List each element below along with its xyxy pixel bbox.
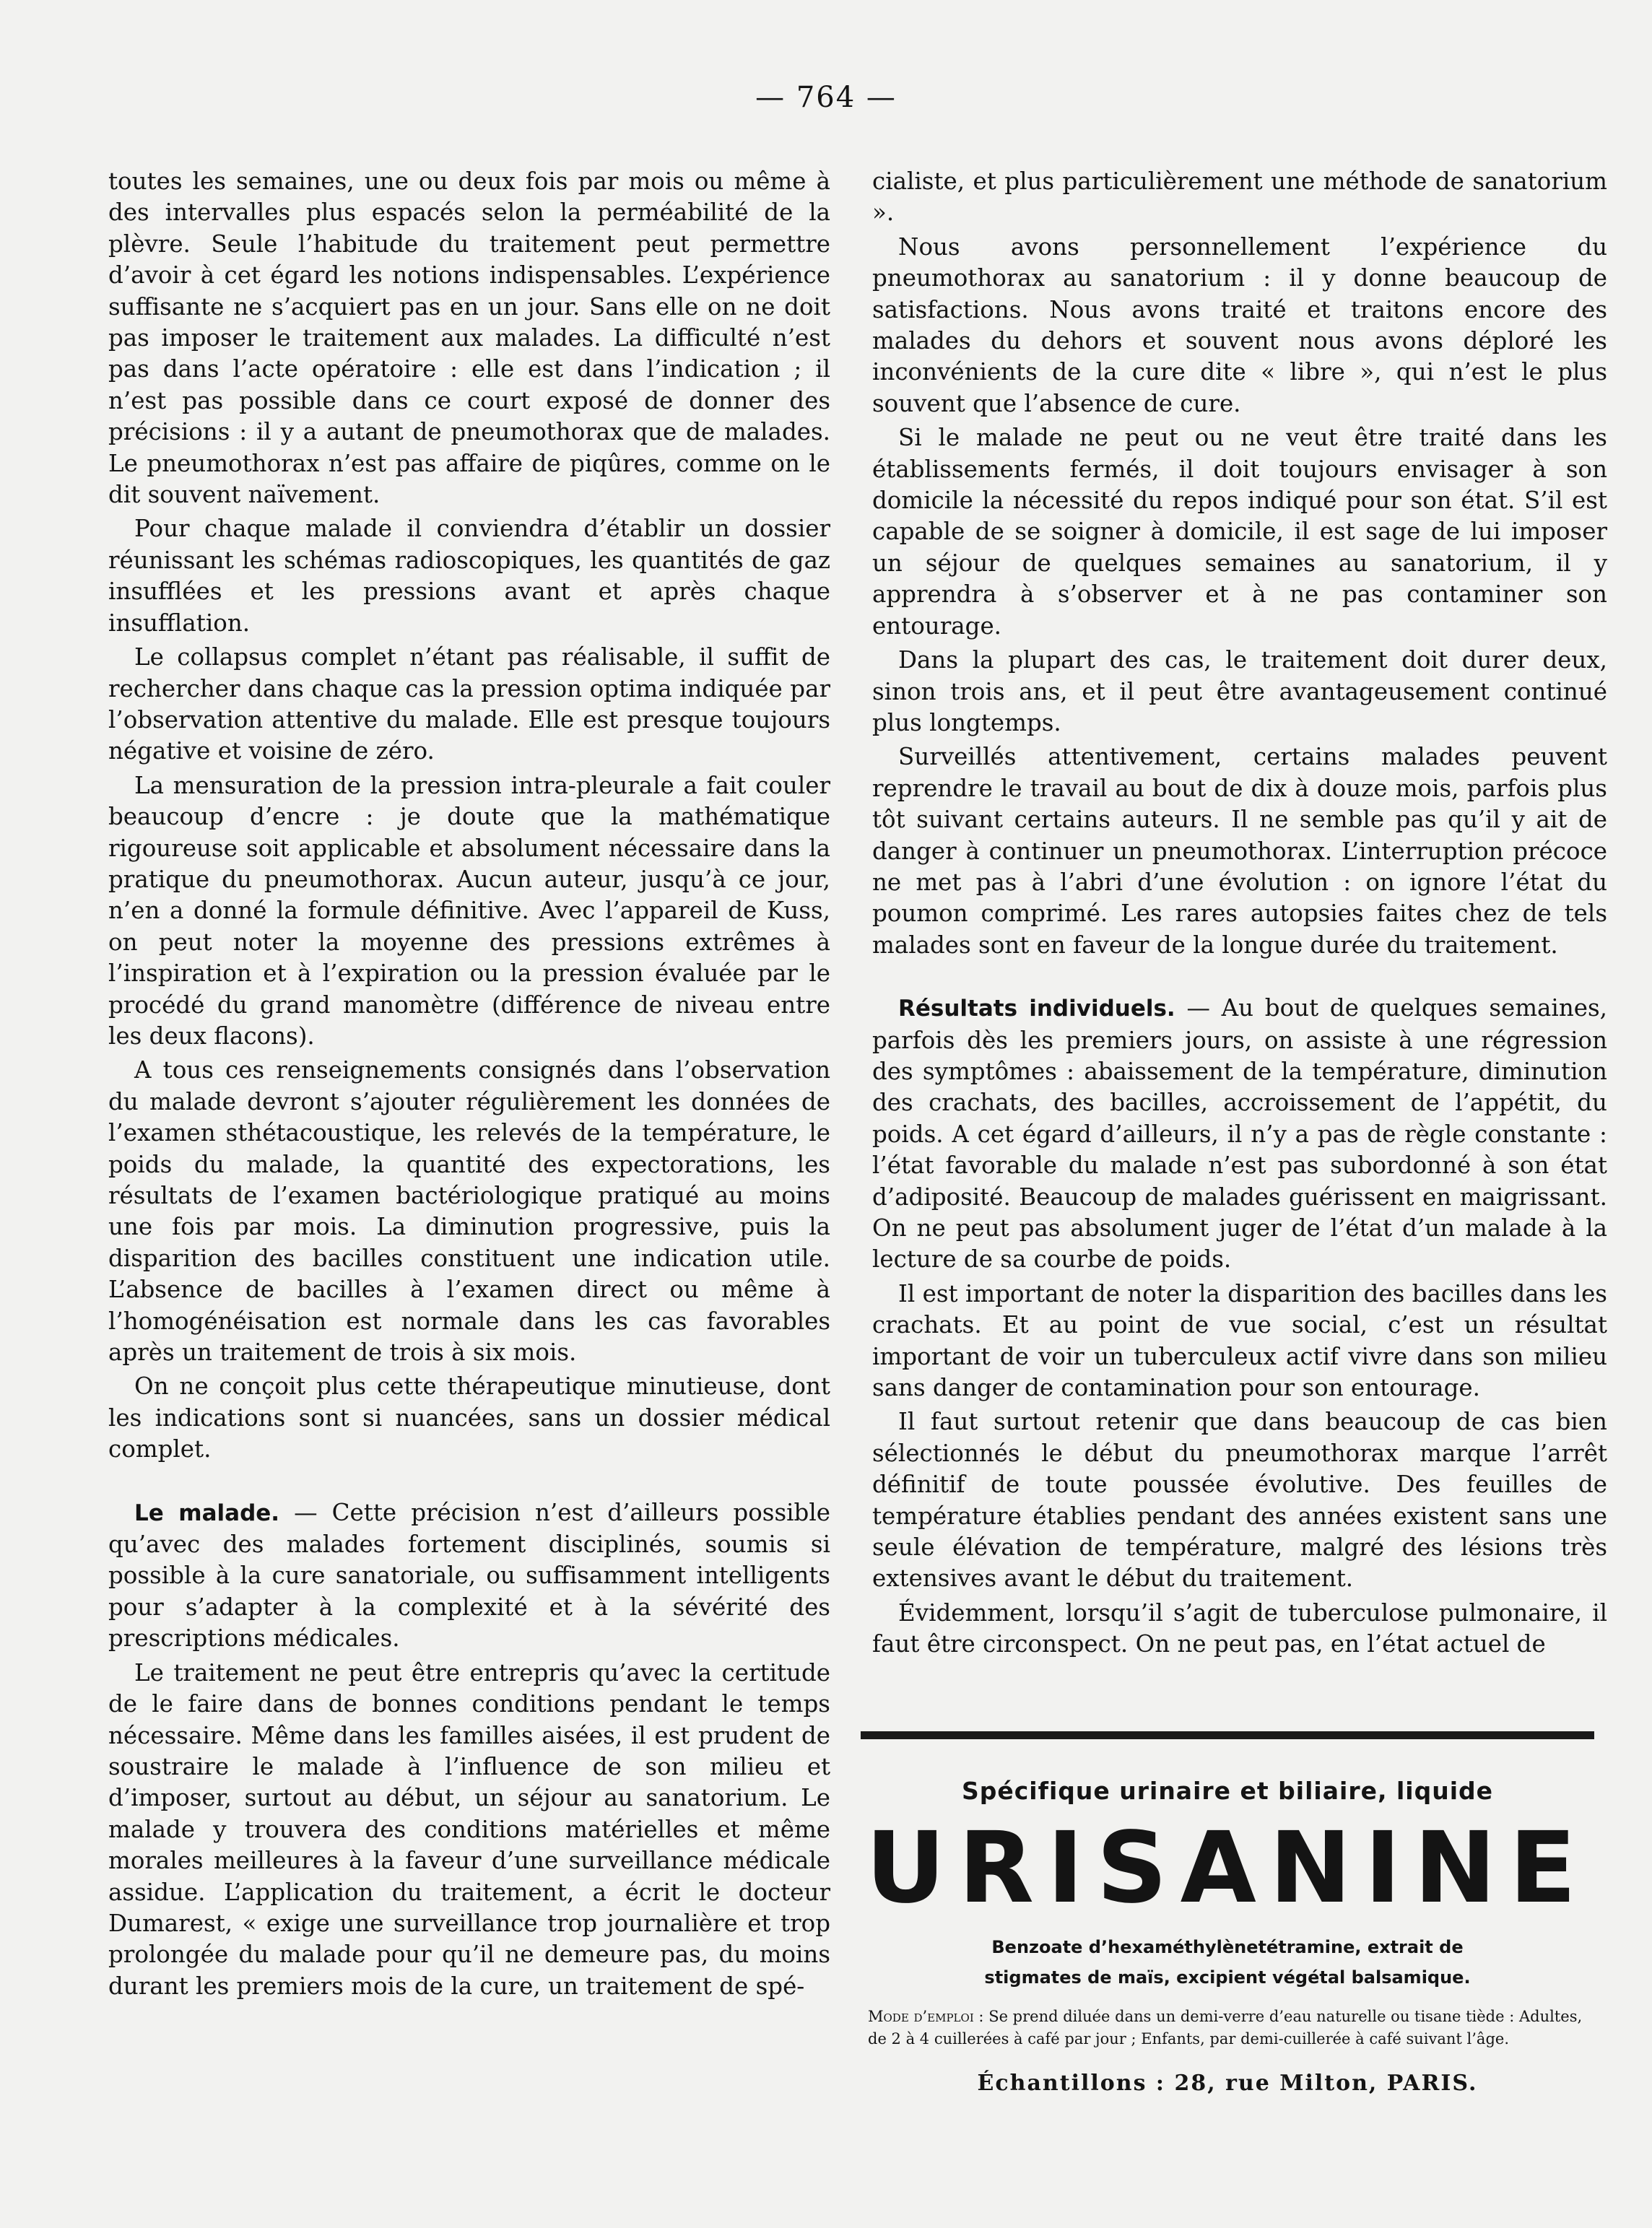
ad-samples-address: Échantillons : 28, rue Milton, PARIS. [977, 2071, 1478, 2096]
paragraph: Dans la plupart des cas, le traitement doit durer deux, sinon trois ans, et il peut être avantageusement continué plus longtemps. [872, 646, 1607, 736]
paragraph: Si le malade ne peut ou ne veut être traité dans les établissements fermés, il doit toujours envisager à son domicile la nécessité du repos indiqué pour son état. S’il est capable de se soigner à domicile, il est sage de lui imposer un séjour de quelques semaines au sanatorium, il y apprendra à s’observer et à ne pas contaminer son entourage. [872, 424, 1607, 640]
section-heading-malade: Le malade. [134, 1500, 280, 1526]
paragraph-text: — Au bout de quelques semaines, parfois dès les premiers jours, on assiste à une régression des symptômes : abaissement de la température, diminution des crachats, des bacilles, accroissement de l’appétit, du poids. A cet égard d’ailleurs, il n’y a pas de règle constante : l’état favorable du malade n’est pas subordonné à son état d’adiposité. Beaucoup de malades guérissent en maigrissant. On ne peut pas absolument juger de l’état d’un malade à la lecture de sa courbe de poids. [872, 994, 1607, 1274]
ad-divider [861, 1731, 1594, 1739]
urisanine-advertisement [861, 1731, 1594, 2096]
ad-brand-name: URISANINE [865, 1811, 1590, 1925]
ad-usage [861, 2006, 1594, 2050]
ad-composition [861, 1932, 1594, 1993]
ad-tagline: Spécifique urinaire et biliaire, liquide [961, 1777, 1494, 1805]
section-heading-resultats: Résultats individuels. [898, 996, 1175, 1022]
paragraph: Nous avons personnellement l’expérience du pneumothorax au sanatorium : il y donne beaucoup de satisfactions. Nous avons traité et traitons encore des malades du dehors et souvent nous avons déploré les inconvénients de la cure dite « libre », qui n’est le plus souvent que l’absence de cure. [872, 232, 1607, 417]
paragraph: Pour chaque malade il conviendra d’établir un dossier réunissant les schémas radioscopiques, les quantités de gaz insufflées et les pressions avant et après chaque insufflation. [108, 515, 830, 637]
paragraph: Il faut surtout retenir que dans beaucoup de cas bien sélectionnés le début du pneumothorax marque l’arrêt définitif de toute poussée évolutive. Des feuilles de température établies pendant des années existent sans une seule élévation de température, malgré des lésions très extensives avant le début du traitement. [872, 1408, 1607, 1593]
paragraph: La mensuration de la pression intra-pleurale a fait couler beaucoup d’encre : je doute que la mathématique rigoureuse soit applicable et absolument nécessaire dans la pratique du pneumothorax. Aucun auteur, jusqu’à ce jour, n’en a donné la formule définitive. Avec l’appareil de Kuss, on peut noter la moyenne des pressions extrêmes à l’inspiration et à l’expiration ou la pression évaluée par le procédé du grand manomètre (différence de niveau entre les deux flacons). [108, 771, 830, 1050]
page-number: — 764 — [755, 81, 897, 114]
ad-composition-line: stigmates de maïs, excipient végétal balsamique. [984, 1967, 1471, 1988]
section-malade-intro [108, 1497, 830, 1655]
section-resultats-intro [872, 993, 1607, 1276]
paragraph: On ne conçoit plus cette thérapeutique minutieuse, dont les indications sont si nuancées, sans un dossier médical complet. [108, 1372, 830, 1463]
paragraph: Le traitement ne peut être entrepris qu’avec la certitude de le faire dans de bonnes conditions pendant le temps nécessaire. Même dans les familles aisées, il est prudent de soustraire le malade à l’influence de son milieu et d’imposer, surtout au début, un séjour au sanatorium. Le malade y trouvera des conditions matérielles et même morales meilleures à la faveur d’une surveillance médicale assidue. L’application du traitement, a écrit le docteur Dumarest, « exige une surveillance trop journalière et trop prolongée du malade pour qu’il ne demeure pas, du moins durant les premiers mois de la cure, un traitement de spé- [108, 1658, 830, 2000]
ad-usage-text: Se prend diluée dans un demi-verre d’eau naturelle ou tisane tiède : Adultes, de 2 à 4 cuillerées à café par jour ; Enfants, par demi-cuillerée à café suivant l’âge. [868, 2008, 1583, 2048]
paragraph: Évidemment, lorsqu’il s’agit de tuberculose pulmonaire, il faut être circonspect. On ne peut pas, en l’état actuel de [872, 1598, 1607, 1658]
left-column [108, 166, 830, 2005]
paragraph: cialiste, et plus particulièrement une méthode de sanatorium ». [872, 167, 1607, 227]
paragraph: Il est important de noter la disparition des bacilles dans les crachats. Et au point de vue social, c’est un résultat important de voir un tuberculeux actif vivre dans son milieu sans danger de contamination pour son entourage. [872, 1279, 1607, 1402]
paragraph: Le collapsus complet n’étant pas réalisable, il suffit de rechercher dans chaque cas la pression optima indiquée par l’observation attentive du malade. Elle est presque toujours négative et voisine de zéro. [108, 643, 830, 765]
right-column [872, 166, 1607, 1663]
ad-composition-line: Benzoate d’hexaméthylènetétramine, extrait de [991, 1937, 1464, 1957]
paragraph: toutes les semaines, une ou deux fois par mois ou même à des intervalles plus espacés selon la perméabilité de la plèvre. Seule l’habitude du traitement peut permettre d’avoir à cet égard les notions indispensables. L’expérience suffisante ne s’acquiert pas en un jour. Sans elle on ne doit pas imposer le traitement aux malades. La difficulté n’est pas dans l’acte opératoire : elle est dans l’indication ; il n’est pas possible dans ce court exposé de donner des précisions : il y a autant de pneumothorax que de malades. Le pneumothorax n’est pas affaire de piqûres, comme on le dit souvent naïvement. [108, 167, 830, 509]
paragraph: A tous ces renseignements consignés dans l’observation du malade devront s’ajouter régulièrement les données de l’examen sthétacoustique, les relevés de la température, le poids du malade, la quantité des expectorations, les résultats de l’examen bactériologique pratiqué au moins une fois par mois. La diminution progressive, puis la disparition des bacilles constituent une indication utile. L’absence de bacilles à l’examen direct ou même à l’homogénéisation est normale dans les cas favorables après un traitement de trois à six mois. [108, 1056, 830, 1367]
ad-usage-label: Mode d’emploi : [868, 2008, 984, 2025]
paragraph: Surveillés attentivement, certains malades peuvent reprendre le travail au bout de dix à douze mois, parfois plus tôt suivant certains auteurs. Il ne semble pas qu’il y ait de danger à continuer un pneumothorax. L’interruption précoce ne met pas à l’abri d’une évolution : on ignore l’état du poumon comprimé. Les rares autopsies faites chez de tels malades sont en faveur de la longue durée du traitement. [872, 743, 1607, 959]
paragraph-text: — Cette précision n’est d’ailleurs possible qu’avec des malades fortement disciplinés, soumis si possible à la cure sanatoriale, ou suffisamment intelligents pour s’adapter à la complexité et à la sévérité des prescriptions médicales. [108, 1498, 830, 1653]
